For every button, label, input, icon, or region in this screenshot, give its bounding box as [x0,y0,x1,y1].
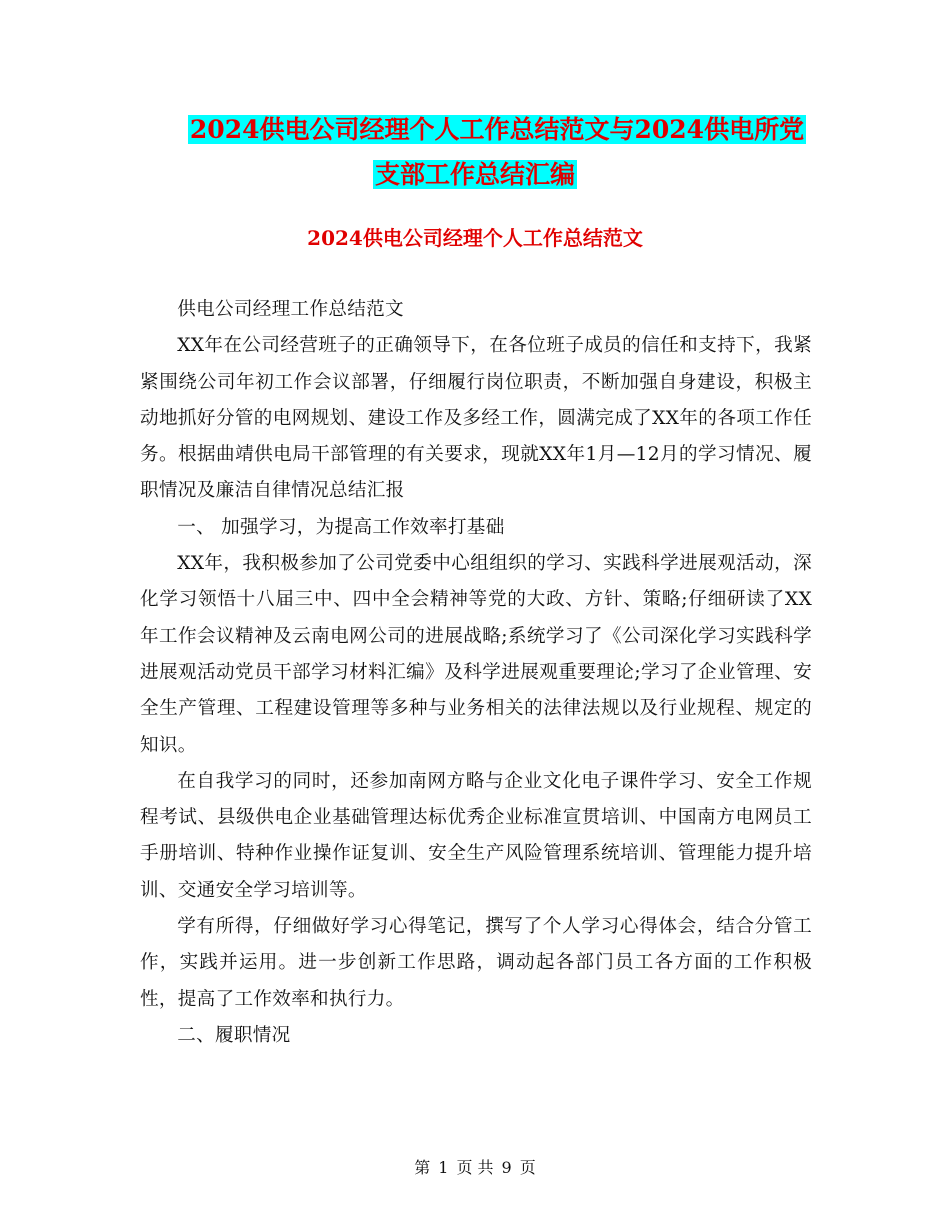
page-number: 1 [438,1158,449,1177]
paragraph: 供电公司经理工作总结范文 [177,299,404,320]
footer-prefix: 第 [414,1158,431,1177]
paragraph: 在自我学习的同时，还参加南网方略与企业文化电子课件学习、安全工作规程考试、县级供电企业基础管理达标优秀企业标准宣贯培训、中国南方电网员工手册培训、特种作业操作证复训、安全生产风险管理系统培训、管理能力提升培训、交通安全学习培训等。 [140,770,812,901]
document-body [140,292,812,1054]
paragraph: 学有所得，仔细做好学习心得笔记，撰写了个人学习心得体会，结合分管工作，实践并运用。进一步创新工作思路，调动起各部门员工各方面的工作积极性，提高了工作效率和执行力。 [140,916,812,1010]
paragraph: XX年，我积极参加了公司党委中心组组织的学习、实践科学进展观活动，深化学习领悟十八届三中、四中全会精神等党的大政、方针、策略;仔细研读了XX年工作会议精神及云南电网公司的进展战略;系统学习了《公司深化学习实践科学进展观活动党员干部学习材料汇编》及科学进展观重要理论;学习了企业管理、安全生产管理、工程建设管理等多种与业务相关的法律法规以及行业规程、规定的知识。 [140,553,812,756]
document-title-line-2: 支部工作总结汇编 [374,160,575,189]
paragraph: 一、 加强学习，为提高工作效率打基础 [177,516,505,538]
footer-middle: 页 共 [456,1158,494,1177]
section-title: 2024供电公司经理个人工作总结范文 [307,226,643,250]
paragraph: XX年在公司经营班子的正确领导下，在各位班子成员的信任和支持下，我紧紧围绕公司年初工作会议部署，仔细履行岗位职责，不断加强自身建设，积极主动地抓好分管的电网规划、建设工作及多经工作，圆满完成了XX年的各项工作任务。根据曲靖供电局干部管理的有关要求，现就XX年1月—12月的学习情况、履职情况及廉洁自律情况总结汇报 [140,335,812,502]
page-total: 9 [501,1158,512,1177]
paragraph: 二、履职情况 [177,1024,291,1046]
document-title-line-1: 2024供电公司经理个人工作总结范文与2024供电所党 [189,115,805,144]
page-footer [0,1155,950,1178]
footer-suffix: 页 [519,1158,536,1177]
